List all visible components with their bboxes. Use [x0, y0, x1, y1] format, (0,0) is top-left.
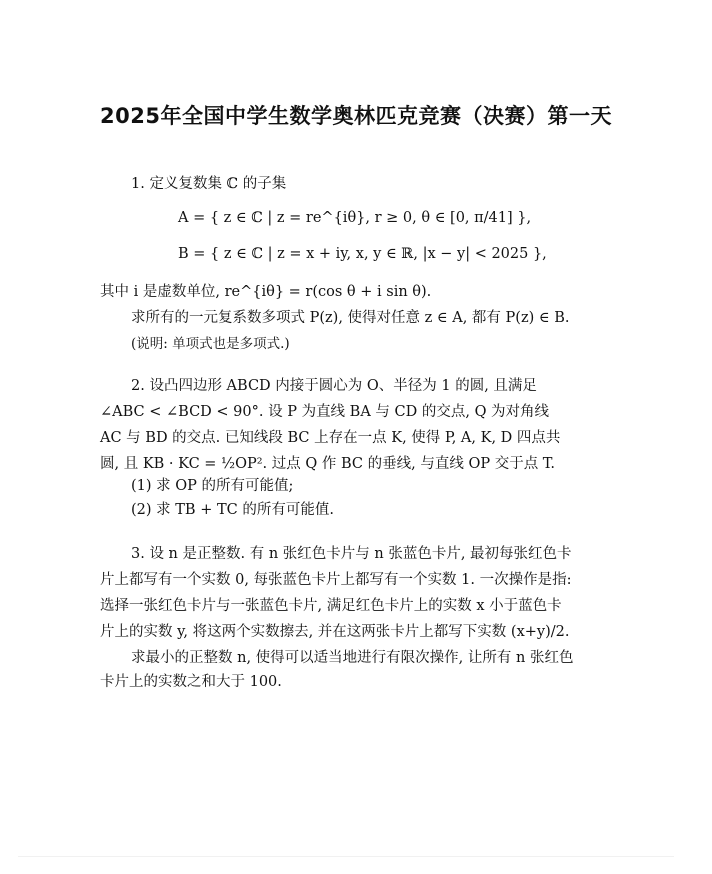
problem1-set-b: B = { z ∈ ℂ | z = x + iy, x, y ∈ ℝ, |x − y| < 2025 }, — [178, 246, 547, 262]
page-title: 2025年全国中学生数学奥林匹克竞赛（决赛）第一天 — [100, 104, 612, 128]
problem2-line-3: AC 与 BD 的交点. 已知线段 BC 上存在一点 K, 使得 P, A, K, D 四点共 — [100, 430, 561, 446]
problem2-line-4: 圆, 且 KB · KC = ½OP². 过点 Q 作 BC 的垂线, 与直线 OP 交于点 T. — [100, 456, 555, 472]
problem2-part-2: (2) 求 TB + TC 的所有可能值. — [131, 502, 334, 518]
problem3-question-2: 卡片上的实数之和大于 100. — [100, 674, 282, 690]
problem1-intro: 1. 定义复数集 ℂ 的子集 — [131, 176, 287, 192]
problem3-line-3: 选择一张红色卡片与一张蓝色卡片, 满足红色卡片上的实数 x 小于蓝色卡 — [100, 598, 562, 614]
problem3-line-4: 片上的实数 y, 将这两个实数擦去, 并在这两张卡片上都写下实数 (x+y)/2. — [100, 624, 570, 640]
problem1-question: 求所有的一元复系数多项式 P(z), 使得对任意 z ∈ A, 都有 P(z) ∈ B. — [131, 310, 570, 326]
problem2-line-1: 2. 设凸四边形 ABCD 内接于圆心为 O、半径为 1 的圆, 且满足 — [131, 378, 537, 394]
problem3-line-1: 3. 设 n 是正整数. 有 n 张红色卡片与 n 张蓝色卡片, 最初每张红色卡 — [131, 546, 572, 562]
problem1-imaginary-note: 其中 i 是虚数单位, re^{iθ} = r(cos θ + i sin θ). — [100, 284, 432, 300]
page-bottom-edge — [18, 856, 674, 857]
problem1-set-a: A = { z ∈ ℂ | z = re^{iθ}, r ≥ 0, θ ∈ [0, π/41] }, — [178, 210, 532, 226]
problem1-remark: (说明: 单项式也是多项式.) — [131, 336, 290, 352]
problem3-line-2: 片上都写有一个实数 0, 每张蓝色卡片上都写有一个实数 1. 一次操作是指: — [100, 572, 572, 588]
problem2-line-2: ∠ABC < ∠BCD < 90°. 设 P 为直线 BA 与 CD 的交点, Q 为对角线 — [100, 404, 550, 420]
problem3-question-1: 求最小的正整数 n, 使得可以适当地进行有限次操作, 让所有 n 张红色 — [131, 650, 574, 666]
problem2-part-1: (1) 求 OP 的所有可能值; — [131, 478, 294, 494]
